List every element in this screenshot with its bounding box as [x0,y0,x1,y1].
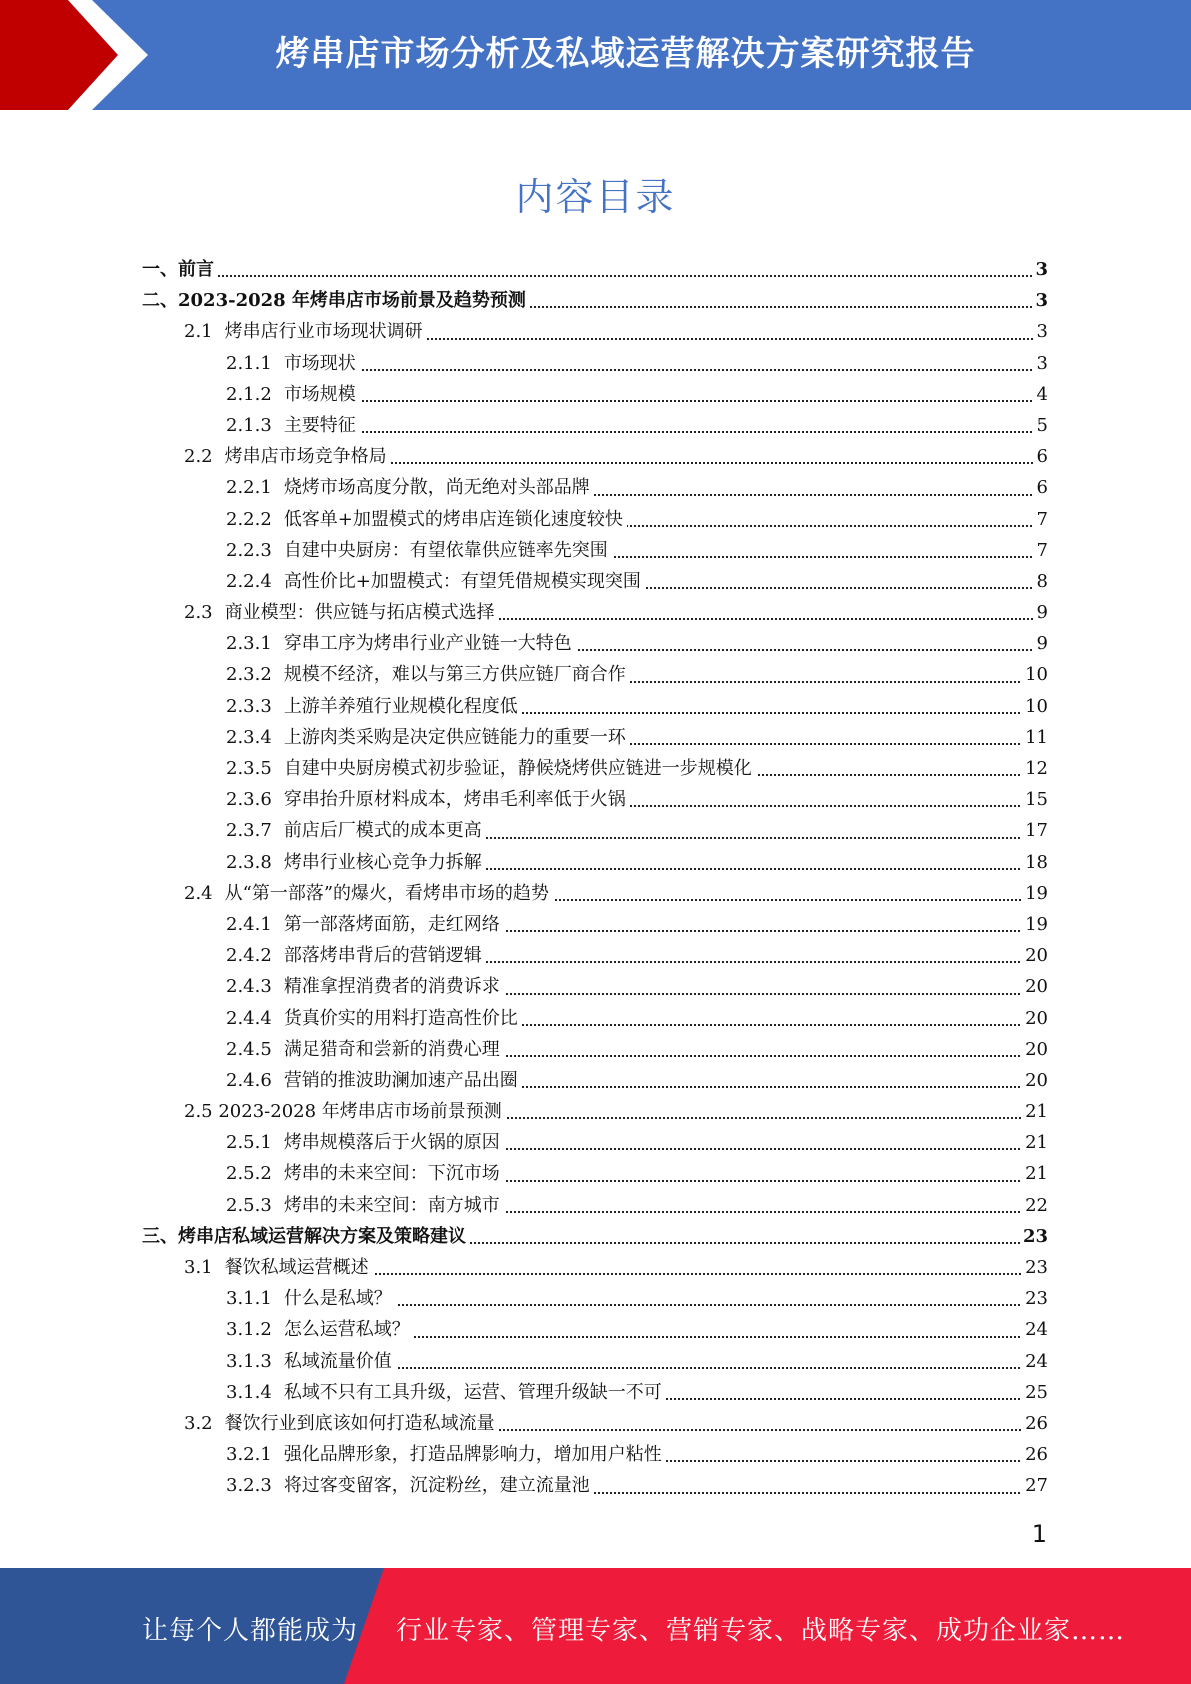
toc-entry-text: 三、烤串店私域运营解决方案及策略建议 [142,1225,466,1247]
toc-entry-number: 2.3.5 [226,758,272,779]
toc-entry-number: 2.3 [184,602,213,624]
toc-entry-number: 3.1.3 [226,1350,272,1372]
toc-entry-page: 24 [1022,1346,1048,1377]
toc-entry-number: 2.1 [184,321,213,343]
toc-entry-label [226,1439,666,1470]
toc-entry-text: 穿串工序为烤串行业产业链一大特色 [283,633,572,655]
toc-entry-text: 私域不只有工具升级，运营、管理升级缺一不可 [283,1381,662,1403]
toc-entry-text: 穿串抬升原材料成本，烤串毛利率低于火锅 [283,789,626,811]
toc-entry-text: 市场规模 [283,383,356,405]
toc-entry-text: 二、2023-2028 年烤串店市场前景及趋势预测 [142,290,526,312]
toc-entry[interactable] [226,535,1048,566]
toc-entry-label [184,597,499,628]
toc-entry-page: 19 [1022,909,1048,940]
toc-entry-number: 2.3.1 [226,633,272,655]
toc-entry-page: 18 [1022,847,1048,878]
toc-entry-text: 主要特征 [283,414,356,436]
toc-entry-page: 21 [1022,1096,1048,1127]
toc-entry-label [226,753,756,784]
toc-entry-text: 烤串的未来空间：下沉市场 [283,1163,500,1185]
toc-entry-text: 烤串行业核心竞争力拆解 [283,851,482,873]
toc-entry-number: 2.3.7 [226,820,272,842]
toc-entry-text: 将过客变留客，沉淀粉丝，建立流量池 [283,1475,590,1497]
toc-entry[interactable] [226,1439,1048,1470]
toc-entry-text: 第一部落烤面筋，走红网络 [283,913,500,935]
dot-leader [142,275,1048,277]
toc-entry-label [184,1252,373,1283]
toc-entry-label [142,285,530,316]
toc-entry[interactable] [226,1283,1048,1314]
toc-entry-page: 4 [1034,379,1048,410]
toc-entry[interactable] [184,1096,1048,1127]
report-title: 烤串店市场分析及私域运营解决方案研究报告 [275,34,976,74]
toc-entry-number: 2.1.2 [226,383,272,405]
toc-entry-page: 17 [1022,815,1048,846]
toc-entry-page: 3 [1032,254,1048,285]
toc-entry-text: 怎么运营私域？ [283,1319,410,1341]
toc-entry-page: 11 [1022,722,1048,753]
toc-entry[interactable] [226,722,1048,753]
toc-entry-label [226,1034,504,1065]
toc-entry-label [184,441,391,472]
footer-roles: 行业专家、管理专家、营销专家、战略专家、成功企业家…… [396,1616,1126,1646]
toc-entry-number: 3.1 [184,1257,213,1278]
toc-entry-label [226,1346,396,1377]
toc-entry-label [226,722,630,753]
toc-entry-label [142,1221,470,1252]
toc-entry-label [226,659,630,690]
footer-slogan: 让每个人都能成为 [142,1616,359,1646]
toc-entry[interactable] [226,348,1048,379]
toc-entry-number: 2.2.1 [226,477,272,499]
chevron-arrow-icon [0,0,160,110]
toc-entry-number: 2.3.3 [226,695,272,717]
toc-entry-text: 前店后厂模式的成本更高 [283,820,482,842]
toc-entry-number: 3.1.4 [226,1381,272,1403]
toc-entry-text: 一、前言 [142,259,214,280]
toc-entry-label [226,379,360,410]
toc-entry-number: 2.4.5 [226,1038,272,1060]
toc-entry-text: 烤串规模落后于火锅的原因 [283,1132,500,1154]
toc-entry-page: 10 [1022,659,1048,690]
toc-entry-page: 9 [1034,628,1048,659]
toc-entry-text: 营销的推波助澜加速产品出圈 [283,1069,518,1091]
toc-entry-page: 12 [1022,753,1048,784]
toc-entry[interactable] [226,1470,1048,1501]
toc-entry[interactable] [226,847,1048,878]
toc-entry-text: 自建中央厨房模式初步验证，静候烧烤供应链进一步规模化 [283,758,752,779]
toc-entry-page: 19 [1022,878,1048,909]
toc-entry[interactable] [226,472,1048,503]
toc-entry-page: 23 [1022,1283,1048,1314]
toc-entry-page: 23 [1020,1221,1048,1252]
toc-entry-page: 3 [1032,285,1048,316]
toc-entry-page: 26 [1022,1408,1048,1439]
toc-entry[interactable] [184,1252,1048,1283]
toc-entry[interactable] [142,1221,1048,1252]
toc-entry-number: 3.2.1 [226,1444,272,1466]
toc-entry[interactable] [184,1408,1048,1439]
toc-entry-label [226,535,612,566]
toc-entry-number: 2.3.4 [226,726,272,748]
page-number: 1 [1031,1520,1047,1548]
toc-entry-label [226,1377,666,1408]
toc-entry-number: 2.4 [184,882,213,904]
toc-entry-page: 26 [1022,1439,1048,1470]
toc-entry-label [226,1190,504,1221]
toc-entry-label [226,940,486,971]
toc-entry-label [184,878,553,909]
toc-entry-label [226,472,594,503]
toc-entry-text: 烤串的未来空间：南方城市 [283,1194,500,1216]
toc-entry-text: 货真价实的用料打造高性价比 [283,1007,518,1029]
table-of-contents [142,254,1048,1502]
toc-entry-text: 市场现状 [283,352,356,374]
toc-entry-page: 25 [1022,1377,1048,1408]
toc-entry-page: 7 [1034,535,1048,566]
toc-entry[interactable] [142,254,1048,285]
toc-entry-page: 20 [1022,1034,1048,1065]
toc-entry[interactable] [226,784,1048,815]
toc-entry-number: 2.3.8 [226,851,272,873]
toc-entry-page: 8 [1034,566,1048,597]
toc-entry-number: 2.1.3 [226,414,272,436]
toc-entry-text: 规模不经济，难以与第三方供应链厂商合作 [283,664,626,686]
toc-entry-label [226,1283,396,1314]
toc-entry-text: 精准拿捏消费者的消费诉求 [283,976,500,998]
toc-entry[interactable] [226,1065,1048,1096]
toc-entry-text: 上游肉类采购是决定供应链能力的重要一环 [283,726,626,748]
toc-entry-number: 3.2 [184,1412,213,1434]
toc-entry-text: 满足猎奇和尝新的消费心理 [283,1038,500,1060]
toc-entry-label [226,628,576,659]
toc-entry[interactable] [226,940,1048,971]
toc-entry-page: 3 [1034,348,1048,379]
toc-entry-number: 3.1.2 [226,1319,272,1341]
toc-entry-text: 2.5 2023-2028 年烤串店市场前景预测 [184,1101,502,1123]
toc-entry[interactable] [226,1127,1048,1158]
toc-entry-text: 强化品牌形象，打造品牌影响力，增加用户粘性 [283,1444,662,1466]
toc-entry[interactable] [226,691,1048,722]
toc-entry-text: 高性价比+加盟模式：有望凭借规模实现突围 [283,570,641,592]
toc-entry-page: 9 [1034,597,1048,628]
toc-entry-label [226,784,630,815]
toc-entry-text: 什么是私域？ [283,1288,392,1310]
toc-entry-number: 2.2.4 [226,570,272,592]
toc-entry-page: 3 [1034,316,1048,347]
toc-entry-number: 2.4.4 [226,1007,272,1029]
toc-entry-label [226,909,504,940]
toc-entry-number: 2.5.1 [226,1132,272,1154]
toc-entry-text: 餐饮私域运营概述 [224,1257,369,1278]
toc-entry[interactable] [226,659,1048,690]
toc-entry-number: 2.4.1 [226,913,272,935]
toc-entry[interactable] [226,1314,1048,1345]
toc-entry-label [184,316,427,347]
toc-entry-label [226,691,522,722]
toc-entry-page: 20 [1022,1003,1048,1034]
toc-entry-label [226,1470,594,1501]
toc-entry-label [226,566,645,597]
toc-entry-page: 20 [1022,940,1048,971]
toc-entry-number: 2.5.3 [226,1194,272,1216]
toc-entry[interactable] [226,379,1048,410]
toc-entry-page: 6 [1034,472,1048,503]
toc-entry-text: 商业模型：供应链与拓店模式选择 [224,602,495,624]
toc-entry[interactable] [184,441,1048,472]
toc-entry-number: 2.5.2 [226,1163,272,1185]
toc-entry-page: 24 [1022,1314,1048,1345]
toc-entry-number: 2.2 [184,446,213,468]
toc-entry[interactable] [226,971,1048,1002]
toc-entry-page: 20 [1022,1065,1048,1096]
toc-entry-page: 6 [1034,441,1048,472]
toc-entry-text: 烧烤市场高度分散，尚无绝对头部品牌 [283,477,590,499]
toc-entry-label [226,815,486,846]
toc-entry-number: 2.4.2 [226,945,272,967]
toc-entry-label [226,1158,504,1189]
toc-entry[interactable] [226,1377,1048,1408]
toc-entry[interactable] [226,566,1048,597]
toc-entry[interactable] [226,1190,1048,1221]
toc-entry-page: 15 [1022,784,1048,815]
footer-banner [0,1568,1191,1684]
toc-entry-label [142,254,218,285]
toc-entry-label [184,1408,499,1439]
toc-entry-text: 餐饮行业到底该如何打造私域流量 [224,1412,495,1434]
toc-entry[interactable] [226,1034,1048,1065]
toc-entry-label [226,1065,522,1096]
toc-entry[interactable] [226,410,1048,441]
toc-entry[interactable] [142,285,1048,316]
toc-entry-text: 自建中央厨房：有望依靠供应链率先突围 [283,539,608,561]
toc-entry-number: 2.1.1 [226,352,272,374]
toc-entry-text: 烤串店行业市场现状调研 [224,321,423,343]
toc-entry[interactable] [226,628,1048,659]
toc-heading: 内容目录 [515,175,676,219]
toc-entry-label [226,348,360,379]
toc-entry-number: 2.3.6 [226,789,272,811]
toc-entry-text: 烤串店市场竞争格局 [224,446,387,468]
toc-entry[interactable] [226,504,1048,535]
toc-entry-page: 27 [1022,1470,1048,1501]
toc-entry-page: 7 [1034,504,1048,535]
toc-entry-page: 23 [1022,1252,1048,1283]
toc-entry[interactable] [226,753,1048,784]
toc-entry-number: 2.4.6 [226,1069,272,1091]
toc-entry[interactable] [184,597,1048,628]
header-banner [0,0,1191,110]
toc-entry[interactable] [226,1346,1048,1377]
toc-entry-number: 2.3.2 [226,664,272,686]
toc-entry-page: 10 [1022,691,1048,722]
toc-entry[interactable] [184,316,1048,347]
toc-entry-label [226,971,504,1002]
toc-entry-number: 3.2.3 [226,1475,272,1497]
toc-entry-text: 低客单+加盟模式的烤串店连锁化速度较快 [283,508,623,530]
toc-entry-page: 21 [1022,1127,1048,1158]
toc-entry-label [226,1314,414,1345]
toc-entry-number: 3.1.1 [226,1288,272,1310]
toc-entry[interactable] [226,1003,1048,1034]
toc-entry-number: 2.2.3 [226,539,272,561]
toc-entry-page: 20 [1022,971,1048,1002]
toc-entry[interactable] [226,815,1048,846]
toc-entry-text: 私域流量价值 [283,1350,392,1372]
toc-entry-label [226,847,486,878]
toc-entry-number: 2.4.3 [226,976,272,998]
toc-entry[interactable] [226,1158,1048,1189]
toc-entry-label [226,1127,504,1158]
toc-entry[interactable] [184,878,1048,909]
toc-entry[interactable] [226,909,1048,940]
toc-entry-page: 21 [1022,1158,1048,1189]
toc-entry-text: 从“第一部落”的爆火，看烤串市场的趋势 [224,882,550,904]
toc-entry-label [226,504,627,535]
toc-entry-number: 2.2.2 [226,508,272,530]
toc-entry-page: 5 [1034,410,1048,441]
toc-entry-label [226,1003,522,1034]
toc-entry-text: 上游羊养殖行业规模化程度低 [283,695,518,717]
toc-entry-label [184,1096,506,1127]
toc-entry-label [226,410,360,441]
toc-entry-page: 22 [1022,1190,1048,1221]
toc-entry-text: 部落烤串背后的营销逻辑 [283,945,482,967]
